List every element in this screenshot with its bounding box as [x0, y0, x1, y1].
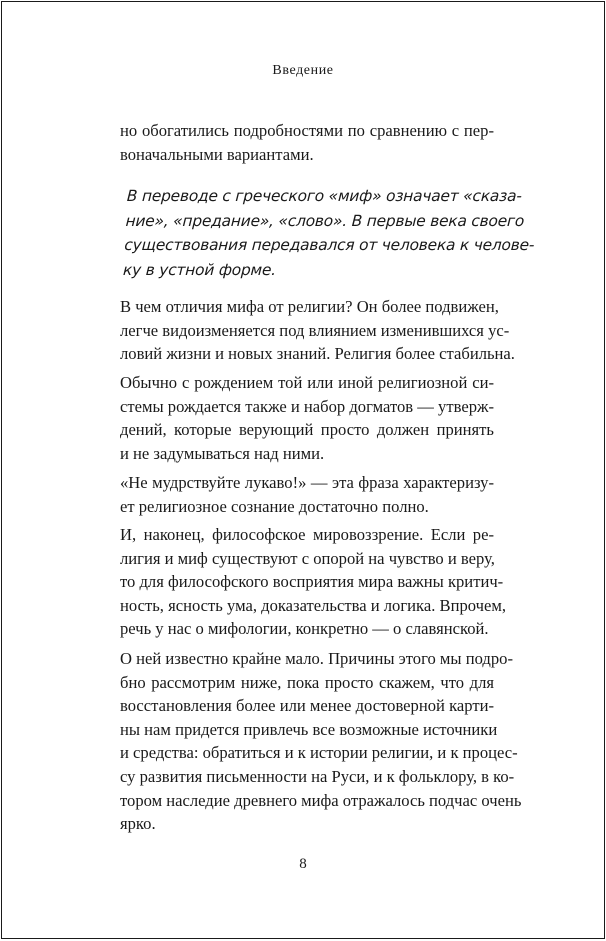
text-line: «Не мудрствуйте лукаво!» — эта фраза характеризу-: [120, 473, 494, 492]
callout-line: ние», «предание», «слово». В первые века своего: [125, 211, 525, 230]
text-line: ловий жизни и новых знаний. Религия более стабильна.: [120, 344, 515, 364]
paragraph-dogmas: [120, 371, 494, 465]
callout-line: ку в устной форме.: [122, 260, 277, 279]
paragraph-slavic-myth: [120, 647, 522, 836]
text-line: су развития письменности на Руси, и к фольклору, в ко-: [120, 766, 515, 786]
text-line: Обычно с рождением той или иной религиозной си-: [120, 373, 494, 392]
text-line: В чем отличия мифа от религии? Он более подвижен,: [120, 297, 499, 316]
text-line: воначальными вариантами.: [120, 144, 314, 164]
text-line: восстановления более или менее достоверной карти-: [120, 696, 494, 716]
text-line: ярко.: [120, 814, 156, 834]
text-line: и средства: обратиться и к истории религии, и к процес-: [120, 743, 518, 763]
text-line: дений, которые верующий просто должен принять: [120, 420, 494, 440]
callout-line: существования передавался от человека к челове-: [123, 236, 535, 254]
text-line: О ней известно крайне мало. Причины этого мы подро-: [120, 649, 513, 668]
running-head: Введение: [272, 63, 334, 78]
text-line: ны нам придется привлечь все возможные источники: [120, 719, 498, 739]
text-line: легче видоизменяется под влиянием изменившихся ус-: [120, 320, 510, 340]
text-line: бно рассмотрим ниже, пока просто скажем, что для: [120, 672, 494, 692]
paragraph-philosophy: [120, 523, 506, 641]
text-line: ность, ясность ума, доказательства и логика. Впрочем,: [120, 595, 506, 615]
text-line: то для философского восприятия мира важны критич-: [120, 572, 504, 592]
text-line: тором наследие древнего мифа отражалось подчас очень: [120, 790, 522, 810]
text-line: И, наконец, философское мировоззрение. Если ре-: [120, 525, 494, 544]
paragraph-myth-vs-religion: [120, 295, 515, 366]
continued-paragraph: [120, 119, 494, 166]
book-page: [1, 1, 605, 939]
text-line: ет религиозное сознание достаточно полно.: [120, 496, 429, 516]
page-number: 8: [299, 856, 307, 872]
text-line: лигия и миф существуют с опорой на чувство и веру,: [120, 548, 495, 568]
text-line: речь у нас о мифологии, конкретно — о славянской.: [120, 619, 489, 639]
callout-note: [122, 184, 535, 282]
paragraph-quote: [120, 471, 494, 518]
text-line: стемы рождается также и набор догматов — утверж-: [120, 396, 494, 416]
callout-line: В переводе с греческого «миф» означает «сказа-: [126, 187, 523, 205]
text-line: но обогатились подробностями по сравнению с пер-: [120, 121, 494, 140]
text-line: и не задумываться над ними.: [120, 443, 325, 463]
